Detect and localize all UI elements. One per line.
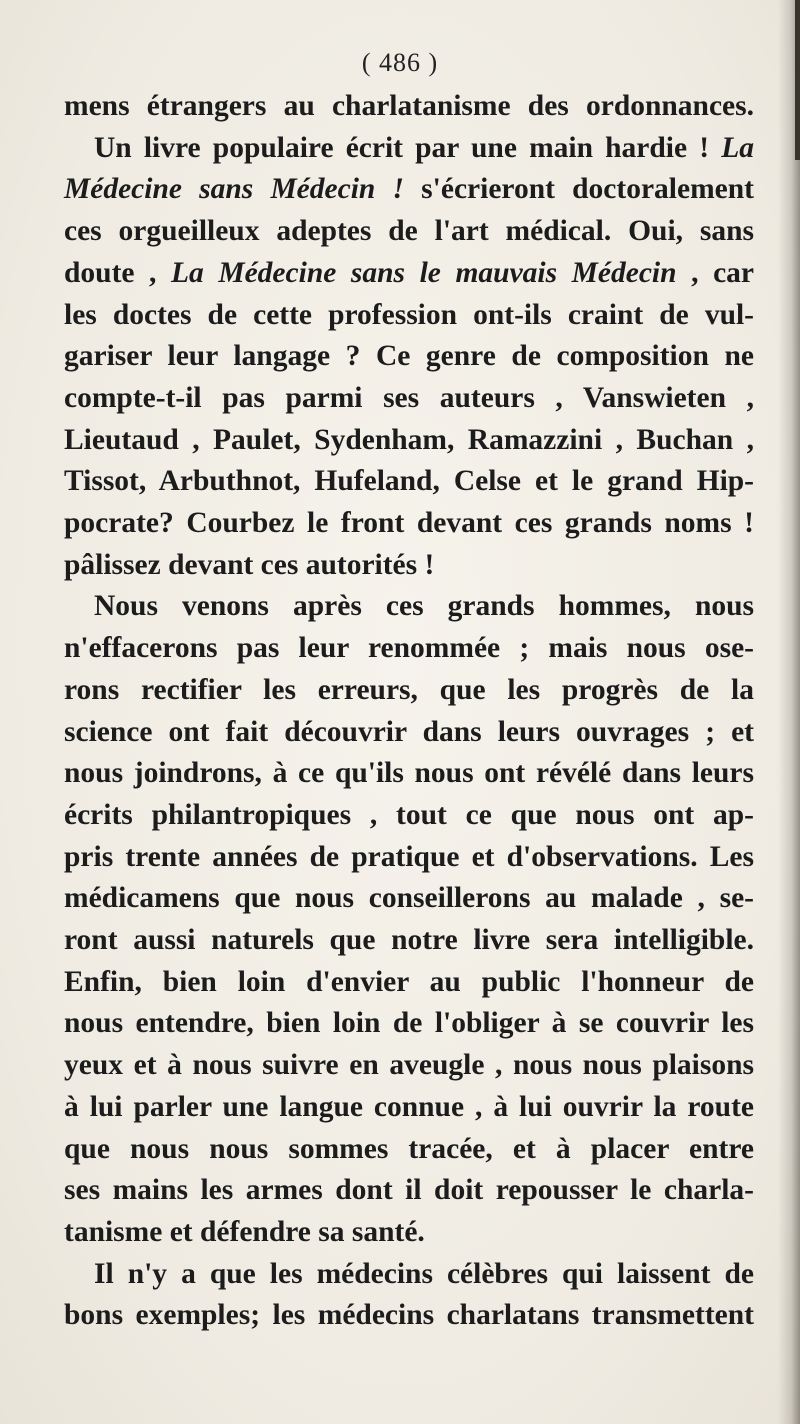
text-line xyxy=(64,670,754,712)
text-segment: pris trente années de pratique et d'observations. Les xyxy=(64,840,754,873)
text-line xyxy=(64,169,754,211)
text-segment: Nous venons après ces grands hommes, nous xyxy=(94,590,754,623)
text-line xyxy=(64,461,754,503)
text-line xyxy=(64,586,754,628)
text-line xyxy=(64,336,754,378)
text-line xyxy=(64,1087,754,1129)
text-line xyxy=(64,795,754,837)
text-segment: Un livre populaire écrit par une main hardie ! xyxy=(94,131,722,164)
text-line xyxy=(64,837,754,879)
text-line xyxy=(64,1129,754,1171)
text-segment: mens étrangers au charlatanisme des ordonnances. xyxy=(64,90,754,122)
body-text xyxy=(64,86,754,1337)
text-segment: rons rectifier les erreurs, que les progrès de la xyxy=(64,673,754,706)
text-segment: à lui parler une langue connue , à lui ouvrir la route xyxy=(64,1090,754,1123)
text-line xyxy=(64,211,754,253)
text-segment: , car xyxy=(676,256,754,289)
text-segment: s'écrieront doctoralement xyxy=(403,173,754,206)
text-line xyxy=(64,545,754,587)
text-segment: nous joindrons, à ce qu'ils nous ont révélé dans leurs xyxy=(64,757,754,790)
text-segment: pâlissez devant ces autorités ! xyxy=(64,548,435,581)
text-segment: science ont fait découvrir dans leurs ouvrages ; et xyxy=(64,715,754,748)
page-edge-dark xyxy=(795,0,800,160)
text-line xyxy=(64,503,754,545)
text-segment: les doctes de cette profession ont-ils craint de vul- xyxy=(64,298,754,331)
text-line xyxy=(64,712,754,754)
text-line xyxy=(64,86,754,128)
text-line xyxy=(64,128,754,170)
page-number: ( 486 ) xyxy=(361,48,439,77)
text-segment: Lieutaud , Paulet, Sydenham, Ramazzini , Buchan , xyxy=(64,423,754,456)
text-segment: Il n'y a que les médecins célèbres qui laissent de xyxy=(94,1257,754,1290)
text-line xyxy=(64,920,754,962)
text-line xyxy=(64,1254,754,1296)
text-line xyxy=(64,295,754,337)
text-segment: bons exemples; les médecins charlatans transmettent xyxy=(64,1299,754,1332)
text-segment: ces orgueilleux adeptes de l'art médical. Oui, sans xyxy=(64,215,754,248)
text-line xyxy=(64,378,754,420)
text-segment: ront aussi naturels que notre livre sera intelligible. xyxy=(64,924,754,957)
text-line xyxy=(64,1003,754,1045)
text-line xyxy=(64,878,754,920)
text-segment: doute , xyxy=(64,256,172,289)
text-segment: Enfin, bien loin d'envier au public l'honneur de xyxy=(64,965,754,998)
text-line xyxy=(64,753,754,795)
text-segment: pocrate? Courbez le front devant ces grands noms ! xyxy=(64,507,754,540)
text-segment: gariser leur langage ? Ce genre de composition ne xyxy=(64,340,754,373)
italic-title: La xyxy=(721,131,754,164)
text-line xyxy=(64,628,754,670)
text-line xyxy=(64,1045,754,1087)
text-line xyxy=(64,253,754,295)
text-segment: yeux et à nous suivre en aveugle , nous nous plaisons xyxy=(64,1049,754,1082)
text-segment: tanisme et défendre sa santé. xyxy=(64,1215,425,1248)
text-line xyxy=(64,1170,754,1212)
text-line xyxy=(64,420,754,462)
text-segment: nous entendre, bien loin de l'obliger à se couvrir les xyxy=(64,1007,754,1040)
text-segment: n'effacerons pas leur renommée ; mais nous ose- xyxy=(64,632,754,665)
text-line xyxy=(64,962,754,1004)
text-segment: médicamens que nous conseillerons au malade , se- xyxy=(64,882,754,915)
page-edge-shadow xyxy=(778,0,800,1424)
text-segment: Tissot, Arbuthnot, Hufeland, Celse et le grand Hip- xyxy=(64,465,754,498)
text-line xyxy=(64,1295,754,1337)
text-line xyxy=(64,1212,754,1254)
text-segment: que nous nous sommes tracée, et à placer entre xyxy=(64,1132,754,1165)
italic-title: La Médecine sans le mauvais Médecin xyxy=(171,256,677,289)
text-segment: ses mains les armes dont il doit repousser le charla- xyxy=(64,1174,754,1207)
text-segment: compte-t-il pas parmi ses auteurs , Vanswieten , xyxy=(64,381,754,414)
italic-title: Médecine sans Médecin ! xyxy=(64,173,404,206)
text-segment: écrits philantropiques , tout ce que nous ont ap- xyxy=(64,798,754,831)
